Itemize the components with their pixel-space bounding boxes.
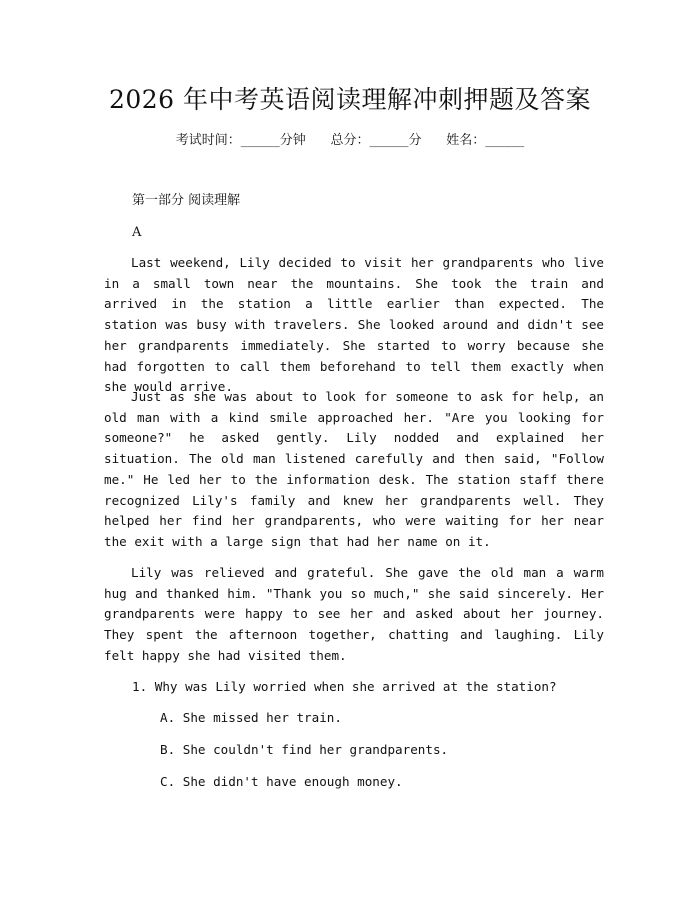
passage-paragraph-1: Last weekend, Lily decided to visit her grandparents who live in a small town near the mountains. She took the train and arrived in the station a little earlier than expected. The station was busy with travelers. She looked around and didn't see her grandparents immediately. She started to worry because she had forgotten to call them beforehand to tell them exactly when she would arrive. bbox=[104, 255, 604, 395]
passage-paragraph-2: Just as she was about to look for someone to ask for help, an old man with a kind smile approached her. "Are you looking for someone?" he asked gently. Lily nodded and explained her situation. The old man listened carefully and then said, "Follow me." He led her to the information desk. The station staff there recognized Lily's family and knew her grandparents well. They helped her find her grandparents, who were waiting for her near the exit with a large sign that had her name on it. bbox=[104, 389, 604, 549]
passage-label: A bbox=[132, 225, 142, 240]
exam-info-line: 考试时间：______分钟 总分：______分 姓名：______ bbox=[175, 133, 525, 148]
question-1-option-c: C. She didn't have enough money. bbox=[160, 774, 403, 789]
passage-paragraph-3: Lily was relieved and grateful. She gave the old man a warm hug and thanked him. "Thank you so much," she said sincerely. Her grandparents were happy to see her and asked about her journey. They spent the afternoon together, chatting and laughing. Lily felt happy she had visited them. bbox=[104, 565, 604, 663]
question-1: 1. Why was Lily worried when she arrived at the station? bbox=[132, 679, 557, 694]
question-1-option-a: A. She missed her train. bbox=[160, 710, 342, 725]
question-1-option-b: B. She couldn't find her grandparents. bbox=[160, 742, 449, 757]
page-title: 2026 年中考英语阅读理解冲刺押题及答案 bbox=[108, 85, 592, 114]
section-heading: 第一部分 阅读理解 bbox=[132, 193, 241, 208]
